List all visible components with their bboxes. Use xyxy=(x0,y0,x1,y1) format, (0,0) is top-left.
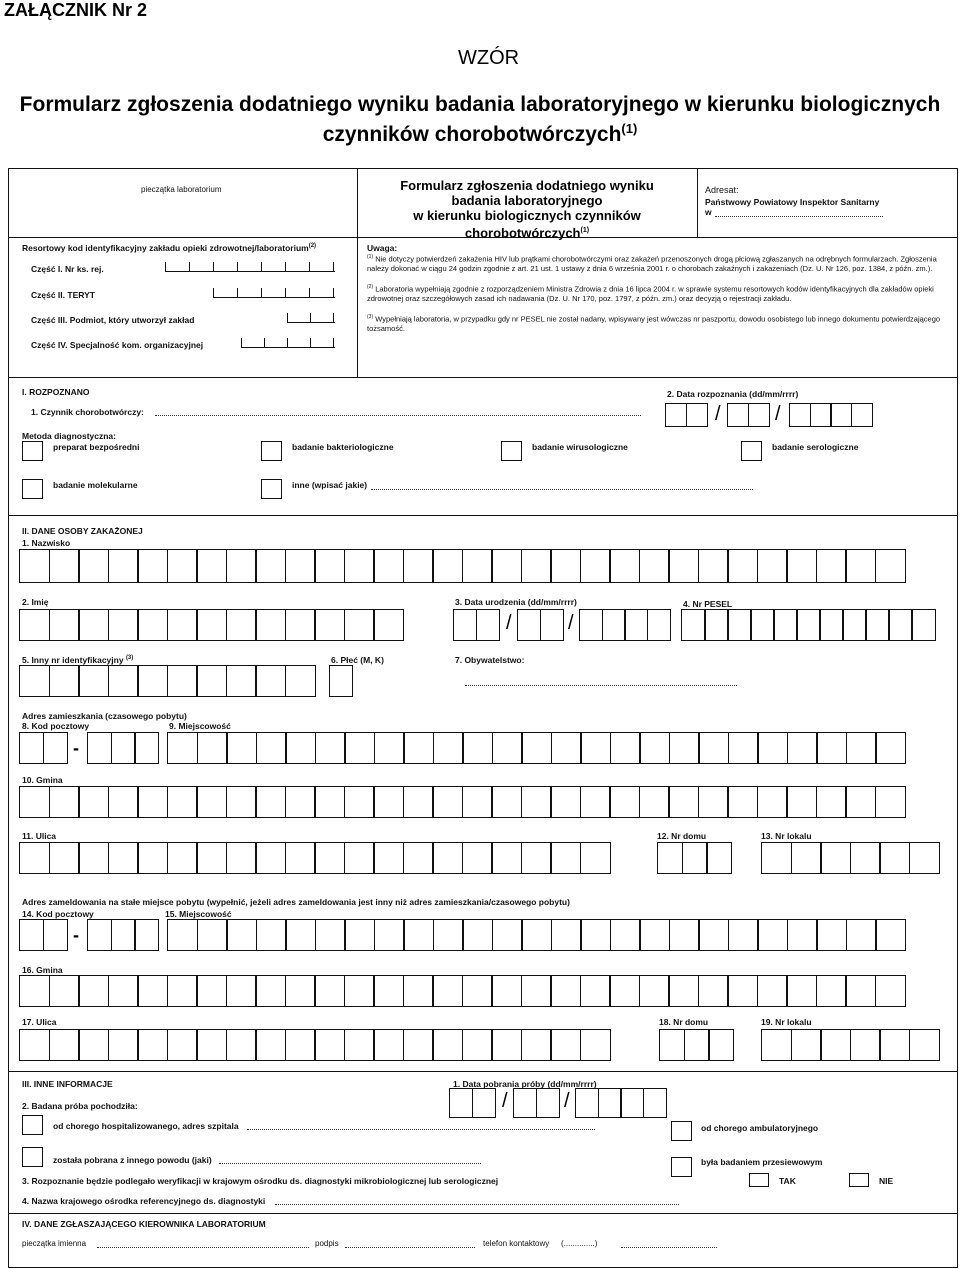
divider xyxy=(9,515,957,516)
section2-title: II. DANE OSOBY ZAKAŻONEJ xyxy=(22,526,143,536)
resort-part3-field[interactable] xyxy=(287,322,335,323)
postcode2-label: 14. Kod pocztowy xyxy=(22,909,94,919)
note-1-mark: (1) xyxy=(367,254,374,260)
gmina-cells[interactable] xyxy=(19,786,904,818)
flat-label: 13. Nr lokalu xyxy=(761,831,812,841)
street-cells[interactable] xyxy=(19,842,609,874)
form-title-sup: (1) xyxy=(580,227,590,234)
registration-heading: Adres zameldowania na stałe miejsce pobytu (wypełnić, jeżeli adres zameldowania jest inny niż adres zamieszkania/czasowego pobytu) xyxy=(22,897,570,907)
form-title-4-text: chorobotwórczych xyxy=(464,225,581,241)
addressee-label: Adresat: xyxy=(705,185,739,195)
resort-part1-label: Część I. Nr ks. rej. xyxy=(31,264,104,274)
phone-field[interactable] xyxy=(621,1247,717,1248)
method-other-field[interactable] xyxy=(371,489,753,490)
signature-field[interactable] xyxy=(345,1247,475,1248)
page-title-line1: Formularz zgłoszenia dodatniego wyniku badania laboratoryjnego w kierunku biologicznych xyxy=(19,93,941,116)
divider xyxy=(9,1071,957,1072)
method-virological-checkbox[interactable] xyxy=(501,441,522,461)
form-title xyxy=(377,178,677,240)
house-label: 12. Nr domu xyxy=(657,831,707,841)
notes-heading: Uwaga: xyxy=(367,243,398,253)
postcode-dash: - xyxy=(73,738,79,758)
residence-heading: Adres zamieszkania (czasowego pobytu) xyxy=(22,711,187,721)
diagnosis-date-label: 2. Data rozpoznania (dd/mm/rrrr) xyxy=(667,389,799,399)
method-direct-label: preparat bezpośredni xyxy=(53,442,140,452)
method-other-checkbox[interactable] xyxy=(261,479,282,499)
agent-label: 1. Czynnik chorobotwórczy: xyxy=(31,407,144,417)
verify-no-label: NIE xyxy=(879,1176,894,1186)
page-title-line2 xyxy=(0,117,960,147)
pesel-cells[interactable] xyxy=(681,609,934,641)
birth-month-cells[interactable] xyxy=(517,609,562,641)
postcode-cells-a[interactable] xyxy=(19,732,66,764)
section3-title: III. INNE INFORMACJE xyxy=(22,1079,113,1089)
birth-year-cells[interactable] xyxy=(579,609,669,641)
verify-no-checkbox[interactable] xyxy=(849,1173,869,1187)
note-2 xyxy=(367,283,949,304)
notification-form xyxy=(8,168,958,1268)
verify-yes-checkbox[interactable] xyxy=(749,1173,769,1187)
origin-other-checkbox[interactable] xyxy=(22,1147,43,1167)
method-other-label: inne (wpisać jakie) xyxy=(292,480,368,490)
origin-other-label: została pobrana z innego powodu (jaki) xyxy=(53,1155,212,1165)
postcode2-dash: - xyxy=(73,925,79,945)
resort-heading-text: Resortowy kod identyfikacyjny zakładu opieki zdrowotnej/laboratorium xyxy=(22,243,309,253)
method-bacteriological-label: badanie bakteriologiczne xyxy=(292,442,394,452)
note-3-mark: (3) xyxy=(367,314,374,320)
divider xyxy=(9,1213,957,1214)
origin-hospital-label: od chorego hospitalizowanego, adres szpitala xyxy=(53,1121,239,1131)
diagnosis-month-cells[interactable] xyxy=(727,403,768,427)
date-separator: / xyxy=(568,612,574,634)
phone-area-code[interactable]: (..............) xyxy=(561,1239,598,1248)
phone-label: telefon kontaktowy xyxy=(483,1239,550,1248)
method-molecular-checkbox[interactable] xyxy=(22,479,43,499)
form-title-3: w kierunku biologicznych czynników xyxy=(413,208,641,223)
postcode2-cells-b[interactable] xyxy=(87,919,158,951)
stamp-name-label: pieczątka imienna xyxy=(22,1239,87,1248)
resort-part4-field[interactable] xyxy=(241,347,335,348)
flat-cells[interactable] xyxy=(761,842,938,874)
other-id-label xyxy=(22,655,133,665)
ref-center-field[interactable] xyxy=(275,1204,679,1205)
postcode-cells-b[interactable] xyxy=(87,732,158,764)
flat2-cells[interactable] xyxy=(761,1029,938,1061)
note-3-text: Wypełniają laboratoria, w przypadku gdy nr PESEL nie został nadany, wpisywany jest wówczas nr paszportu, dowodu osobistego lub innego dokumentu potwierdzającego tożsamość. xyxy=(367,314,941,333)
resort-part3-ticks xyxy=(287,313,334,322)
city-cells[interactable] xyxy=(167,732,905,764)
method-molecular-label: badanie molekularne xyxy=(53,480,138,490)
note-1 xyxy=(367,253,949,274)
resort-heading xyxy=(22,243,316,253)
resort-part1-ticks xyxy=(165,262,334,271)
origin-screening-label: była badaniem przesiewowym xyxy=(701,1157,823,1167)
divider xyxy=(357,169,358,377)
addressee-name: Państwowy Powiatowy Inspektor Sanitarny xyxy=(705,197,880,207)
page-title-line2-text: czynników chorobotwórczych xyxy=(322,123,622,146)
city2-cells[interactable] xyxy=(167,919,905,951)
resort-heading-sup: (2) xyxy=(308,243,317,250)
sex-label: 6. Płeć (M, K) xyxy=(331,655,384,665)
origin-other-field[interactable] xyxy=(219,1163,481,1164)
birth-day-cells[interactable] xyxy=(453,609,498,641)
method-serological-checkbox[interactable] xyxy=(741,441,762,461)
house2-cells[interactable] xyxy=(659,1029,733,1061)
date-separator: / xyxy=(715,403,721,425)
city2-label: 15. Miejscowość xyxy=(165,909,232,919)
house2-label: 18. Nr domu xyxy=(659,1017,709,1027)
page-title-sup: (1) xyxy=(621,121,638,136)
street2-cells[interactable] xyxy=(19,1029,609,1061)
resort-part1-field[interactable] xyxy=(165,271,335,272)
birth-date-label: 3. Data urodzenia (dd/mm/rrrr) xyxy=(455,597,577,607)
form-title-2: badania laboratoryjnego xyxy=(451,193,603,208)
note-1-text: Nie dotyczy potwierdzeń zakażenia HIV lub prątkami chorobotwórczymi oraz zakażeń przenoszonych drogą płciową zgłaszanych na odrębnych formularzach. Zgłoszenia należy dokonać w ciągu 24 godzin zgodnie z art. 21 ust. 1 ustawy z dnia 6 września 2001 r. o chorobach zakaźnych i zakażeniach (Dz. U. Nr 126, poz. 1384, z późn. zm.). xyxy=(367,254,937,273)
house-cells[interactable] xyxy=(657,842,731,874)
method-bacteriological-checkbox[interactable] xyxy=(261,441,282,461)
verify-label: 3. Rozpoznanie będzie podlegało weryfikacji w krajowym ośrodku ds. diagnostyki mikrobiologicznej lub serologicznej xyxy=(22,1176,499,1186)
date-separator: / xyxy=(775,403,781,425)
pesel-label: 4. Nr PESEL xyxy=(683,599,733,609)
gmina-label: 10. Gmina xyxy=(22,775,63,785)
ref-center-label: 4. Nazwa krajowego ośrodka referencyjnego ds. diagnostyki xyxy=(22,1196,266,1206)
section1-title: I. ROZPOZNANO xyxy=(22,387,90,397)
diagnosis-year-cells[interactable] xyxy=(789,403,871,427)
agent-field[interactable] xyxy=(155,415,641,416)
page-title xyxy=(0,93,960,147)
addressee-line[interactable] xyxy=(715,216,883,217)
other-id-cells[interactable] xyxy=(19,665,314,697)
stamp-name-field[interactable] xyxy=(97,1247,309,1248)
resort-part4-label: Część IV. Specjalność kom. organizacyjnej xyxy=(31,340,204,350)
street2-label: 17. Ulica xyxy=(22,1017,57,1027)
form-title-4 xyxy=(377,223,677,240)
method-virological-label: badanie wirusologiczne xyxy=(532,442,628,452)
sample-month-cells[interactable] xyxy=(513,1088,558,1118)
resort-part2-field[interactable] xyxy=(213,297,335,298)
date-separator: / xyxy=(564,1090,570,1112)
other-id-label-text: 5. Inny nr identyfikacyjny xyxy=(22,655,124,665)
method-direct-checkbox[interactable] xyxy=(22,441,43,461)
city-label: 9. Miejscowość xyxy=(169,721,231,731)
annex-number: ZAŁĄCZNIK Nr 2 xyxy=(4,0,147,20)
gmina2-cells[interactable] xyxy=(19,975,904,1007)
street-label: 11. Ulica xyxy=(22,831,57,841)
resort-part3-label: Część III. Podmiot, który utworzył zakład xyxy=(31,315,195,325)
addressee-w: w xyxy=(705,207,712,217)
origin-outpatient-label: od chorego ambulatoryjnego xyxy=(701,1123,819,1133)
sample-year-cells[interactable] xyxy=(575,1088,665,1118)
method-serological-label: badanie serologiczne xyxy=(772,442,859,452)
method-label: Metoda diagnostyczna: xyxy=(22,431,116,441)
sex-cell[interactable] xyxy=(329,665,352,697)
first-name-cells[interactable] xyxy=(19,609,403,641)
origin-label: 2. Badana próba pochodziła: xyxy=(22,1101,138,1111)
postcode2-cells-a[interactable] xyxy=(19,919,66,951)
surname-label: 1. Nazwisko xyxy=(22,538,71,548)
divider xyxy=(697,169,698,237)
date-separator: / xyxy=(506,612,512,634)
sample-date-label: 1. Data pobrania próby (dd/mm/rrrr) xyxy=(453,1079,597,1089)
flat2-label: 19. Nr lokalu xyxy=(761,1017,812,1027)
sample-day-cells[interactable] xyxy=(449,1088,494,1118)
origin-hospital-field[interactable] xyxy=(247,1129,595,1130)
resort-part4-ticks xyxy=(241,338,334,347)
signature-label: podpis xyxy=(315,1239,339,1248)
resort-part2-ticks xyxy=(213,288,334,297)
origin-hospital-checkbox[interactable] xyxy=(22,1115,43,1135)
gmina2-label: 16. Gmina xyxy=(22,965,63,975)
first-name-label: 2. Imię xyxy=(22,597,49,607)
note-2-text: Laboratoria wypełniają zgodnie z rozporządzeniem Ministra Zdrowia z dnia 16 lipca 2004 r. w sprawie systemu resortowych kodów identyfikacyjnych dla zakładów opieki zdrowotnej oraz szczegółowych zasad ich nadawania (Dz. U. Nr 170, poz. 1797, z późn. zm.) oraz decyzją o rejestracji zakładu. xyxy=(367,284,934,303)
citizenship-label: 7. Obywatelstwo: xyxy=(455,655,525,665)
diagnosis-day-cells[interactable] xyxy=(665,403,706,427)
model-label: WZÓR xyxy=(458,47,520,69)
date-separator: / xyxy=(502,1090,508,1112)
note-3 xyxy=(367,313,949,334)
divider xyxy=(9,377,957,378)
form-title-1: Formularz zgłoszenia dodatniego wyniku xyxy=(400,178,654,193)
note-2-mark: (2) xyxy=(367,284,374,290)
resort-part2-label: Część II. TERYT xyxy=(31,290,95,300)
postcode-label: 8. Kod pocztowy xyxy=(22,721,90,731)
verify-yes-label: TAK xyxy=(779,1176,796,1186)
citizenship-field[interactable] xyxy=(465,685,737,686)
surname-cells[interactable] xyxy=(19,549,904,583)
section4-title: IV. DANE ZGŁASZAJĄCEGO KIEROWNIKA LABORATORIUM xyxy=(22,1219,266,1229)
stamp-label: pieczątka laboratorium xyxy=(141,185,222,194)
origin-screening-checkbox[interactable] xyxy=(671,1157,692,1177)
other-id-sup: (3) xyxy=(125,655,134,662)
origin-outpatient-checkbox[interactable] xyxy=(671,1121,692,1141)
